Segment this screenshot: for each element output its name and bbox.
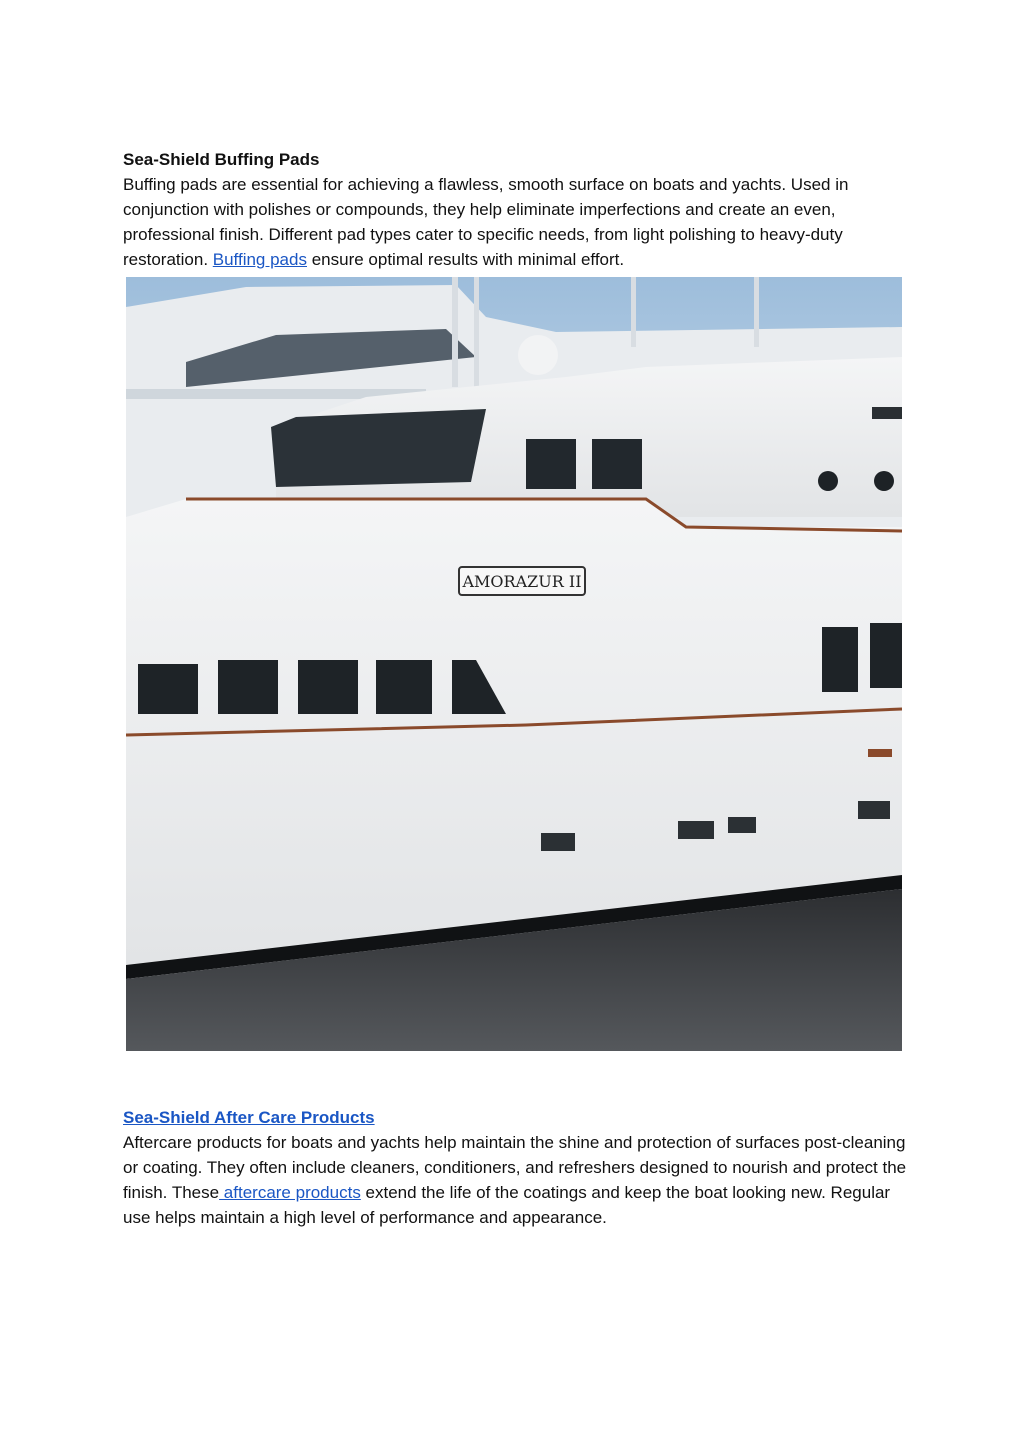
after-care-text-2: extend the life of the coatings and keep the boat looking new. Regular use helps maintain a high level of performance and appearance. [123, 1183, 891, 1227]
radar-dome [518, 335, 558, 375]
buffing-pads-text-1: Buffing pads are essential for achieving a flawless, smooth surface on boats and yachts. Used in conjunction with polishes or compounds, they help eliminate imperfections and create an even, professional finish. Different pad types cater to specific needs, from light polishing to heavy-duty restoration. [123, 175, 849, 269]
upper-window [592, 439, 642, 489]
hull-port [728, 817, 756, 833]
buffing-pads-link[interactable]: Buffing pads [212, 250, 307, 269]
aftercare-products-link[interactable]: aftercare products [219, 1183, 361, 1202]
mid-window [822, 627, 858, 692]
mast [452, 277, 458, 387]
hull-port [678, 821, 714, 839]
hull-port [868, 749, 892, 757]
mid-window [138, 664, 198, 714]
after-care-heading-link[interactable]: Sea-Shield After Care Products [123, 1108, 375, 1127]
mast [754, 277, 759, 347]
after-care-section [123, 1106, 913, 1230]
yacht-name: AMORAZUR II [462, 572, 582, 591]
upper-windshield [271, 409, 486, 487]
after-care-text-1: Aftercare products for boats and yachts help maintain the shine and protection of surfaces post-cleaning or coating. They often include cleaners, conditioners, and refreshers designed to nourish and protect the finish. These [123, 1133, 907, 1202]
mid-window [218, 660, 278, 714]
after-care-paragraph [123, 1130, 913, 1230]
buffing-pads-text-2: ensure optimal results with minimal effort. [306, 250, 625, 269]
mast [631, 277, 636, 347]
upper-slot [872, 407, 902, 419]
buffing-pads-section [123, 148, 913, 272]
porthole [818, 471, 838, 491]
mid-window [298, 660, 358, 714]
hull-port [858, 801, 890, 819]
buffing-pads-paragraph [123, 172, 913, 272]
mid-window [376, 660, 432, 714]
porthole [874, 471, 894, 491]
mid-window [870, 623, 902, 688]
upper-window [526, 439, 576, 489]
mast [474, 277, 479, 387]
yacht-photo [126, 277, 902, 1051]
buffing-pads-heading: Sea-Shield Buffing Pads [123, 150, 320, 169]
hull-port [541, 833, 575, 851]
